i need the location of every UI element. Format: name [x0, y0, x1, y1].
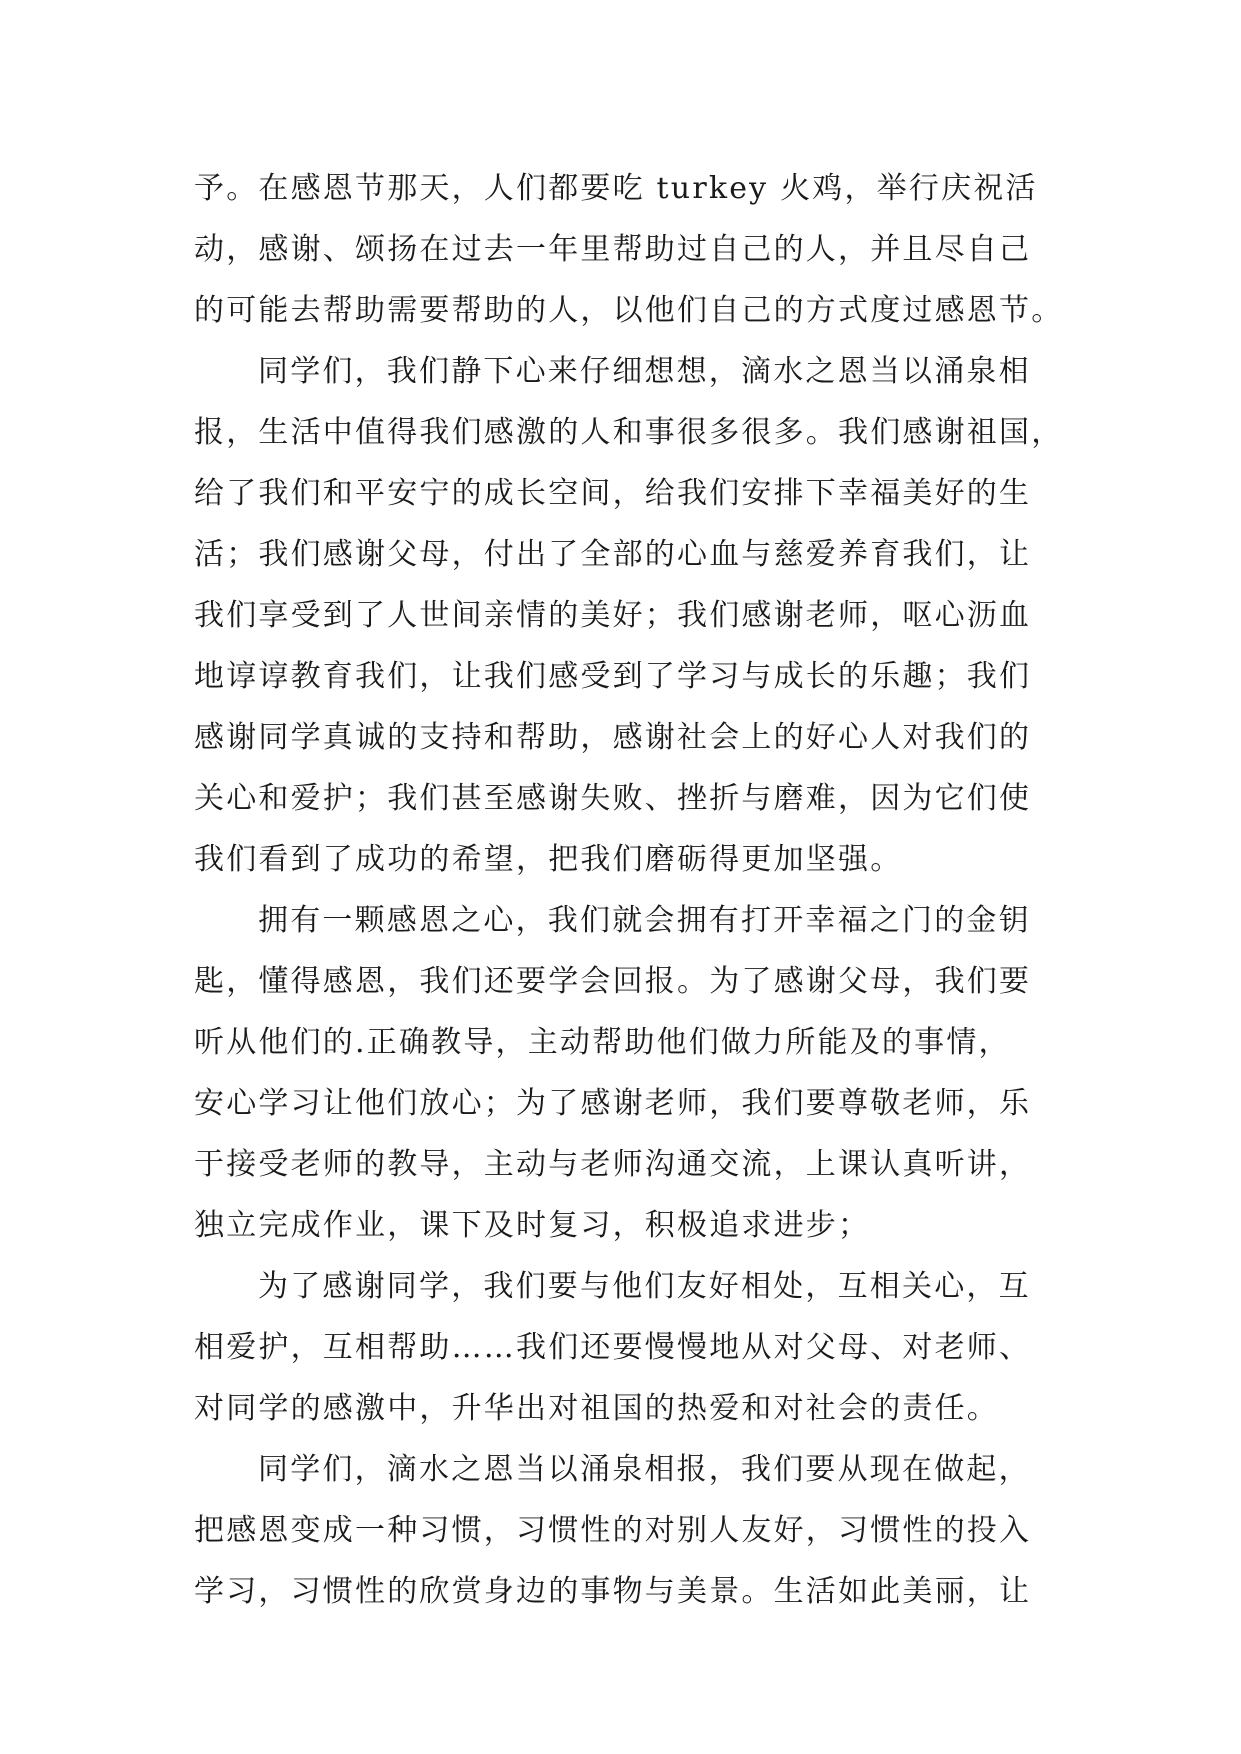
text-line: 安心学习让他们放心；为了感谢老师，我们要尊敬老师，乐 [194, 1086, 1032, 1121]
text-line: 听从他们的.正确教导，主动帮助他们做力所能及的事情， [194, 1025, 1011, 1060]
text-line: 给了我们和平安宁的成长空间，给我们安排下幸福美好的生 [194, 476, 1032, 511]
text-line: 的可能去帮助需要帮助的人，以他们自己的方式度过感恩节。 [194, 293, 1064, 328]
text-line: 独立完成作业，课下及时复习，积极追求进步； [194, 1208, 871, 1243]
text-line: 于接受老师的教导，主动与老师沟通交流，上课认真听讲， [194, 1147, 1032, 1182]
paragraph-first-line: 拥有一颗感恩之心，我们就会拥有打开幸福之门的金钥 [258, 903, 1031, 938]
text-line: 活；我们感谢父母，付出了全部的心血与慈爱养育我们，让 [194, 537, 1032, 572]
text-line: 感谢同学真诚的支持和帮助，感谢社会上的好心人对我们的 [194, 720, 1032, 755]
body-text [194, 158, 1074, 1622]
text-line: 我们看到了成功的希望，把我们磨砺得更加坚强。 [194, 842, 903, 877]
text-line: 地谆谆教育我们，让我们感受到了学习与成长的乐趣；我们 [194, 659, 1032, 694]
text-line: 匙，懂得感恩，我们还要学会回报。为了感谢父母，我们要 [194, 964, 1032, 999]
text-line: 动，感谢、颂扬在过去一年里帮助过自己的人，并且尽自己 [194, 232, 1032, 267]
paragraph-first-line: 同学们，我们静下心来仔细想想，滴水之恩当以涌泉相 [258, 354, 1031, 389]
text-line: 把感恩变成一种习惯，习惯性的对别人友好，习惯性的投入 [194, 1513, 1032, 1548]
paragraph-first-line: 为了感谢同学，我们要与他们友好相处，互相关心，互 [258, 1269, 1031, 1304]
text-line: 学习，习惯性的欣赏身边的事物与美景。生活如此美丽，让 [194, 1574, 1032, 1609]
text-line: 我们享受到了人世间亲情的美好；我们感谢老师，呕心沥血 [194, 598, 1032, 633]
paragraph-first-line: 同学们，滴水之恩当以涌泉相报，我们要从现在做起， [258, 1452, 1031, 1487]
text-line: 对同学的感激中，升华出对祖国的热爱和对社会的责任。 [194, 1391, 999, 1426]
text-line: 相爱护，互相帮助……我们还要慢慢地从对父母、对老师、 [194, 1330, 1032, 1365]
text-line: 关心和爱护；我们甚至感谢失败、挫折与磨难，因为它们使 [194, 781, 1032, 816]
text-line: 报，生活中值得我们感激的人和事很多很多。我们感谢祖国， [194, 415, 1064, 450]
text-line: 予。在感恩节那天，人们都要吃 turkey 火鸡，举行庆祝活 [194, 171, 1038, 206]
